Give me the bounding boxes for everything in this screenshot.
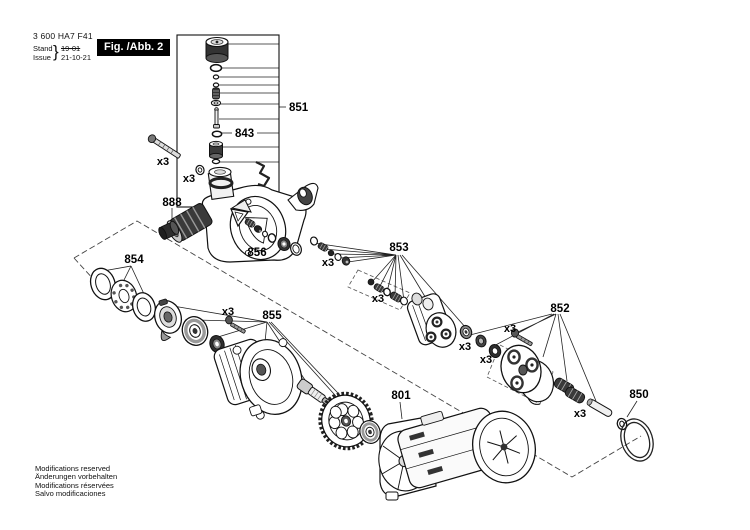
callout-854: 854 xyxy=(124,254,144,266)
issue-value: 21-10-21 xyxy=(61,53,92,62)
callout-853: 853 xyxy=(389,242,409,254)
gear-housing xyxy=(212,330,311,423)
type-number: 3 600 HA7 F41 xyxy=(33,31,93,41)
group-850-oring xyxy=(616,415,659,465)
qty-x3-washers-top: x3 xyxy=(182,173,196,185)
group-854-bearing-set xyxy=(87,265,159,324)
o-ring-843 xyxy=(212,131,221,137)
qty-x3-screws-852: x3 xyxy=(503,323,517,335)
qty-x3-valve-group2: x3 xyxy=(371,293,385,305)
thrust-washer xyxy=(474,334,487,349)
callout-labels xyxy=(124,102,648,420)
brace-glyph: } xyxy=(53,42,59,61)
figure-label-box: Fig. /Abb. 2 xyxy=(97,39,170,56)
callout-851: 851 xyxy=(289,102,309,114)
bearing-washer xyxy=(459,324,474,340)
pin xyxy=(586,398,613,418)
plunger-pin xyxy=(214,108,220,128)
wobble-cam xyxy=(150,296,187,341)
qty-x3-valve-group1: x3 xyxy=(321,257,335,269)
qty-x3-screws-top: x3 xyxy=(156,156,170,168)
screw xyxy=(226,316,246,333)
callout-852: 852 xyxy=(550,303,570,315)
small-ring-1 xyxy=(213,75,218,79)
note-line-es: Salvo modificaciones xyxy=(35,489,106,499)
wobble-plate xyxy=(495,340,559,406)
stand-label: Stand xyxy=(33,44,53,53)
callout-855: 855 xyxy=(262,310,282,322)
note-line-en: Modifications reserved xyxy=(35,464,111,473)
qty-x3-springs: x3 xyxy=(573,408,587,420)
issue-label: Issue xyxy=(33,53,51,62)
stand-value-old: 19-01 xyxy=(61,44,81,53)
qty-x3-screw-855: x3 xyxy=(221,306,235,318)
outlet-clip-wire xyxy=(256,162,269,186)
callout-843: 843 xyxy=(235,128,255,140)
group-852-wobble-set xyxy=(474,329,613,418)
top-port xyxy=(208,167,233,199)
callout-888: 888 xyxy=(162,197,182,209)
group-801-motor xyxy=(374,398,543,500)
small-ring-2 xyxy=(213,83,218,87)
note-line-de: Änderungen vorbehalten xyxy=(35,472,118,482)
washer xyxy=(211,100,220,105)
qty-x3-seal-washer: x3 xyxy=(479,354,493,366)
note-line-fr: Modifications réservées xyxy=(35,480,114,490)
screw-set-top xyxy=(147,133,205,175)
valve-manifold xyxy=(406,292,461,352)
washer-small xyxy=(195,164,205,175)
qty-x3-bearing-washer: x3 xyxy=(458,341,472,353)
piston-body xyxy=(210,141,223,158)
piston-springs xyxy=(553,377,586,405)
callout-850: 850 xyxy=(629,389,649,401)
callout-801: 801 xyxy=(391,390,411,402)
o-ring xyxy=(211,65,222,72)
valve-cap xyxy=(206,38,228,63)
callout-856: 856 xyxy=(247,247,267,259)
o-ring-small xyxy=(212,159,219,163)
ball-bearing xyxy=(179,313,212,348)
valve-spring xyxy=(213,88,220,99)
